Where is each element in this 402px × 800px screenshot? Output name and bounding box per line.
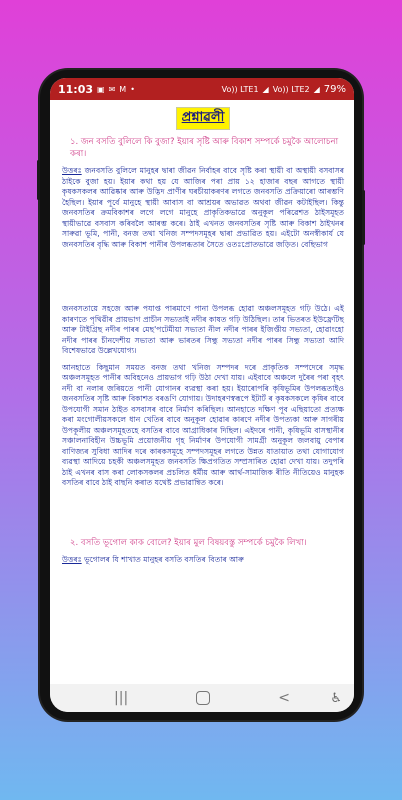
- sim2-volte: Vo)) LTE2: [272, 84, 310, 94]
- battery-percent: 79%: [323, 83, 346, 95]
- clock: 11:03: [58, 82, 94, 96]
- volume-button: [37, 160, 40, 200]
- question-1: ১. জন বসতি বুলিলে কি বুজা? ইয়াৰ সৃষ্টি আৰু বিকাশ সম্পৰ্কে চমুকৈ আলোচনা কৰা।: [70, 137, 339, 159]
- status-bar: [50, 78, 354, 100]
- navigation-bar: [50, 684, 354, 712]
- m-icon: M: [119, 84, 127, 94]
- answer-text: ভূগোলৰ যি শাখাত মানুহৰ বসতি বসতিৰ বিতাৰ আৰু: [81, 554, 244, 564]
- dot-icon: •: [130, 84, 135, 94]
- answer-text: জনবসতি বুলিলে মানুহৰ দ্বাৰা জীৱন নিৰ্বাহৰ বাবে সৃষ্টি কৰা স্থায়ী বা অস্থায়ী বসবাসৰ ঠাইকে বুজা হয়। ইয়াৰ কথা হয় যে আজিৰ পৰা প্ৰায় ১২ হাজাৰ বছৰ আগতে স্থায়ী কৃষকসকলৰ আৱিষ্কাৰ আৰু উদ্ভিদ প্ৰাণীৰ ঘৰচীয়াকৰণৰ লগতে জনবসতি প্ৰক্ৰিয়াৰো আৰম্ভণি হৈছিল। ইয়াৰ পূৰ্বে মানুহে স্থায়ী আবাস বা আশ্ৰয়ৰ অভাৱত অথবা জীৱন কটাইছিল। কিন্তু জনবসতিৰ ক্ৰমবিকাশৰ লগে লগে মানুহে প্ৰাকৃতিকভাৱে অনুকূল পৰিৱেশত ঠাইসমূহত স্থায়ীভাৱে বসবাস কৰিবলৈ আৰম্ভ কৰে। ঠাই এখনত জনবসতিৰ সৃষ্টি আৰু বিকাশ ঠাইখনৰ সাৰুৱা ভূমি, পানী, বনজ তথা খনিজ সম্পদসমূহৰ দ্বাৰা প্ৰভাৱিত হয়। এইটো অনস্বীকাৰ্য যে জনবসতিৰ বৃদ্ধি আৰু বিকাশ পানীৰ উপলব্ধতাৰ সৈতে ওতঃপ্ৰোতভাৱে জড়িত। বেছিভাগ: [62, 166, 344, 249]
- image-icon: ▣: [97, 84, 105, 94]
- question-2: ২. বসতি ভূগোল কাক বোলে? ইয়াৰ মুল বিষয়বস্তু সম্পৰ্কে চমুকৈ লিখা।: [70, 537, 307, 548]
- screen: [50, 78, 354, 712]
- page-title: প্ৰশ্নাৱলী: [176, 107, 231, 130]
- answer-1-part-2: জনবসতায়ে সহজে আৰু পযাপ্ত পাৰমাণে পানা উপলব্ধ হোৱা অঞ্চলসমূহত গঢ়ি উঠে। এই কাৰণতে পৃথিৱীৰ প্ৰায়ভাগ প্ৰাচীন সভ্যতাই নদীৰ কাষত গঢ়ি উঠিছিল। তাৰ ভিতৰত ইউফ্ৰেটিছ আৰু টাইগ্ৰিছ নদীৰ পাৰৰ মেছ'পটেমীয়া সভ্যতা নীল নদীৰ পাৰৰ ইজিপ্তীয় সভ্যতা, হোৱাংহো নদীৰ পাৰৰ চীনদেশীয় সভ্যতা আৰু ভাৰতৰ সিন্ধু সভ্যতা নদীৰ পাৰৰ সিন্ধু সভ্যতা আদি বিশেষভাৱে উল্লেখযোগ্য।: [62, 304, 344, 355]
- signal-icon: ◢: [313, 84, 320, 94]
- back-button[interactable]: <: [278, 690, 290, 706]
- accessibility-icon[interactable]: ♿: [330, 691, 342, 706]
- power-button: [362, 190, 365, 245]
- recents-button[interactable]: |||: [114, 690, 129, 706]
- answer-2: [62, 555, 344, 566]
- sim1-volte: Vo)) LTE1: [221, 84, 259, 94]
- answer-1-part-3: আনহাতে কিছুমান সময়ত বনজ তথা খনিজ সম্পদৰ দৰে প্ৰাকৃতিক সম্পদেৰে সমৃদ্ধ অঞ্চলসমূহত পানীৰ অবিহনেও প্ৰায়ভাগ গঢ়ি উঠা দেখা যায়। এইবাবে অঞ্চলে দুৰৈৰ পৰা বৃহৎ নদী বা নলাৰ জৰিয়তে পানী যোগানৰ ব্যৱস্থা কৰা হয়। ইয়াৰোপৰি কৃষিভূমিৰ উপলব্ধতাইও জনবসতিৰ সৃষ্টি আৰু বিকাশত বৰঙণি যোগায়। উদাহৰণস্বৰূপে ইটাৰ্ট ৰ কৃষকসকলে কৃষিৰ বাবে উপযোগী সমান ঠাইত বসবাসৰ বাবে নিৰ্মাণ কৰিছিল। আনহাতে দক্ষিণ পূব এছিয়াতো প্ৰত্যক্ষ কৰা মংগোলীয়সকলে ধান খেতিৰ বাবে অনুকূল হোৱাৰ কাৰণে নদীৰ উপত্যকা আৰু সাগৰীয় উপকূলীয় অঞ্চলসমূহতহে বসতিৰ বাবে আগ্ৰাধিকাৰ দিছিল। এইদৰে পানী, কৃষিভূমি বাসস্থানীৰ সঞ্চালনাবিহীন উচ্চভূমি প্ৰয়োজনীয় গৃহ নিৰ্মাণৰ উপযোগী সামগ্ৰী অনুকূল জলবায়ু বেপাৰ বাণিজ্যৰ সুবিধা আদিৰ দৰে কাৰকসমূহে সম্পদসমূহৰ লগতে উন্নত যাতায়াত তথা যোগাযোগ ব্যৱস্থা আদিয়ে চহকী অঞ্চলসমূহত জনবসতি ক্ষিপ্ৰগতিত সম্প্ৰসাৰিত হোৱা দেখা যায়। তদুপৰি ঠাই এখনৰ বাস কৰা লোকসকলৰ প্ৰচলিত ধৰ্মীয় আৰু আৰ্থ-সামাজিক ৰীতি নীতিয়েও মানুহক বসতিৰ বাবে ঠাই বাছনি কৰাত যথেষ্ট প্ৰভাৱান্বিত কৰে।: [62, 362, 344, 487]
- document-view[interactable]: [50, 100, 354, 684]
- mail-icon: ✉: [108, 84, 116, 94]
- signal-icon: ◢: [262, 84, 269, 94]
- answer-label: উত্তৰঃ: [62, 166, 82, 175]
- answer-1-part-1: [62, 166, 344, 250]
- answer-label: উত্তৰঃ: [62, 554, 82, 564]
- home-button[interactable]: [196, 691, 210, 705]
